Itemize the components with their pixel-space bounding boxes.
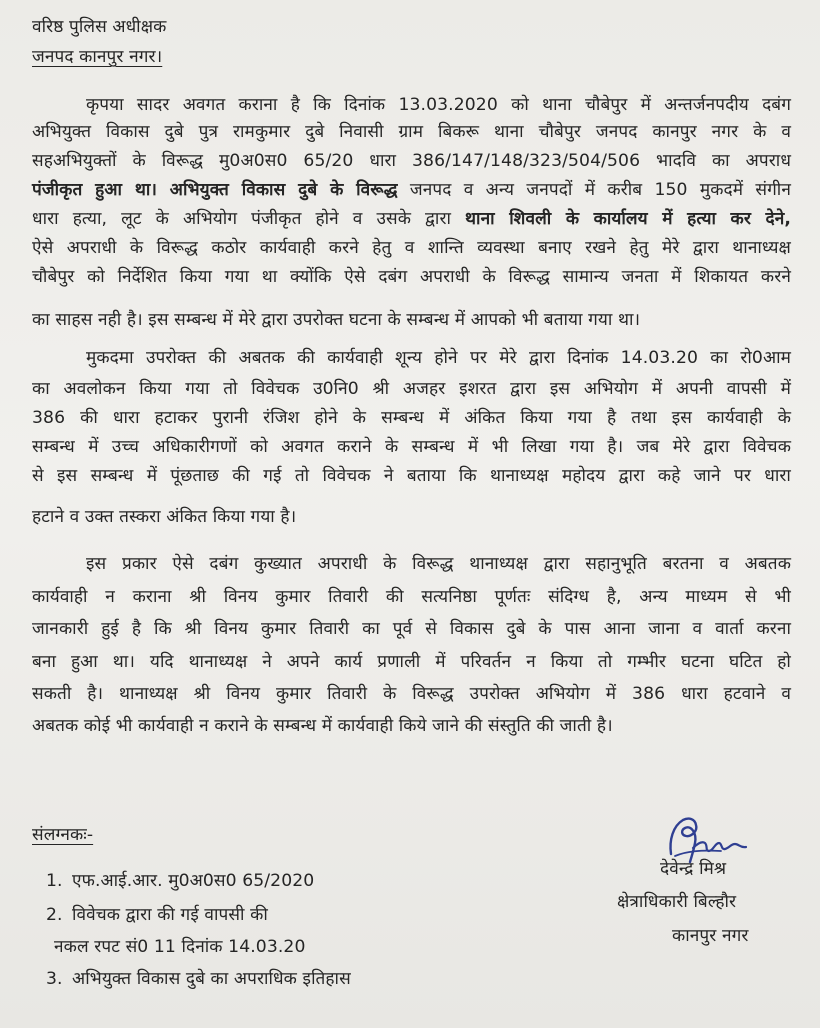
enclosure-item-2 — [46, 906, 376, 926]
paragraph-1-line-8: का साहस नही है। इस सम्बन्ध में मेरे द्वारा उपरोक्त घटना के सम्बन्ध में आपको भी बताया गया था। — [32, 310, 641, 330]
paragraph-3-line-5: सकती है। थानाध्यक्ष श्री विनय कुमार तिवारी के विरूद्ध उपरोक्त अभियोग में 386 धारा हटवाने व — [32, 684, 791, 704]
enclosure-number-2: 2. — [46, 905, 63, 925]
paragraph-3-line-2: कार्यवाही न कराना श्री विनय कुमार तिवारी की सत्यनिष्ठा पूर्णतः संदिग्ध है, अन्य माध्यम से भी — [32, 587, 791, 607]
paragraph-1-line-4-rest: जनपद व अन्य जनपदों में करीब 150 मुकदमें संगीन — [397, 180, 791, 200]
enclosure-number-3: 3. — [46, 969, 63, 989]
paragraph-1-line-5 — [32, 210, 791, 230]
enclosure-number-1: 1. — [46, 871, 63, 891]
signatory-designation: क्षेत्राधिकारी बिल्हौर — [617, 892, 737, 912]
paragraph-3-line-3: जानकारी हुई है कि श्री विनय कुमार तिवारी का पूर्व से विकास दुबे के पास आना जाना व वार्ता करना — [32, 619, 791, 639]
paragraph-1-line-4 — [32, 181, 791, 201]
paragraph-1-line-2: अभियुक्त विकास दुबे पुत्र रामकुमार दुबे निवासी ग्राम बिकरू थाना चौबेपुर जनपद कानपुर नगर के व — [32, 122, 791, 142]
enclosure-item-3 — [46, 970, 426, 990]
enclosure-text-2-line-2: नकल रपट सं0 11 दिनांक 14.03.20 — [54, 937, 306, 957]
paragraph-2-line-3: 386 की धारा हटाकर पुरानी रंजिश होने के सम्बन्ध में अंकित किया गया है तथा इस कार्यवाही के — [32, 408, 791, 428]
paragraph-2-line-5: से इस सम्बन्ध में पूंछताछ की गई तो विवेचक ने बताया कि थानाध्यक्ष महोदय द्वारा कहे जाने पर धारा — [32, 466, 791, 486]
bold-accused-phrase: पंजीकृत हुआ था। अभियुक्त विकास दुबे के विरूद्ध — [32, 180, 398, 200]
enclosures-heading: संलग्नकः- — [32, 825, 94, 845]
paragraph-1-line-5-start: धारा हत्या, लूट के अभियोग पंजीकृत होने व उसके द्वारा — [32, 209, 466, 229]
paragraph-3-line-6: अबतक कोई भी कार्यवाही न कराने के सम्बन्ध में कार्यवाही किये जाने की संस्तुति की जाती है। — [32, 716, 613, 736]
recipient-designation: वरिष्ठ पुलिस अधीक्षक — [32, 17, 167, 37]
paragraph-1-line-6: ऐसे अपराधी के विरूद्ध कठोर कार्यवाही करने हेतु व शान्ति व्यवस्था बनाए रखने हेतु मेरे द्वारा थानाध्यक्ष — [32, 238, 791, 258]
paragraph-2-line-6: हटाने व उक्त तस्करा अंकित किया गया है। — [32, 507, 297, 527]
bold-murder-phrase: थाना शिवली के कार्यालय में हत्या कर देने, — [465, 209, 791, 229]
enclosure-text-2-line-1: विवेचक द्वारा की गई वापसी की — [72, 905, 268, 925]
paragraph-2-line-1: मुकदमा उपरोक्त की अबतक की कार्यवाही शून्य होने पर मेरे द्वारा दिनांक 14.03.20 का रो0आम — [86, 348, 791, 368]
signatory-name: देवेन्द्र मिश्र — [660, 859, 727, 879]
paragraph-2-line-2: का अवलोकन किया गया तो विवेचक उ0नि0 श्री अजहर इशरत द्वारा इस अभियोग में अपनी वापसी में — [32, 379, 791, 399]
signatory-place: कानपुर नगर — [672, 926, 749, 946]
paragraph-1-line-3: सहअभियुक्तों के विरूद्ध मु0अ0स0 65/20 धारा 386/147/148/323/504/506 भादवि का अपराध — [32, 151, 791, 171]
enclosure-item-1 — [46, 872, 376, 892]
enclosure-text-3: अभियुक्त विकास दुबे का अपराधिक इतिहास — [72, 969, 351, 989]
paragraph-2-line-4: सम्बन्ध में उच्च अधिकारीगणों को अवगत कराने के सम्बन्ध में भी लिखा गया है। जब मेरे द्वारा विवेचक — [32, 437, 791, 457]
enclosure-text-1: एफ.आई.आर. मु0अ0स0 65/2020 — [72, 871, 315, 891]
paragraph-3-line-4: बना हुआ था। यदि थानाध्यक्ष ने अपने कार्य प्रणाली में परिवर्तन न किया तो गम्भीर घटना घटित हो — [32, 652, 791, 672]
paragraph-1-line-7: चौबेपुर को निर्देशित किया गया था क्योंकि ऐसे दबंग अपराधी के विरूद्ध सामान्य जनता में शिकायत करने — [32, 267, 791, 287]
recipient-district: जनपद कानपुर नगर। — [32, 47, 163, 67]
paragraph-3-line-1: इस प्रकार ऐसे दबंग कुख्यात अपराधी के विरूद्ध थानाध्यक्ष द्वारा सहानुभूति बरतना व अबतक — [86, 554, 791, 574]
paragraph-1-line-1: कृपया सादर अवगत कराना है कि दिनांक 13.03.2020 को थाना चौबेपुर में अन्तर्जनपदीय दबंग — [86, 95, 791, 115]
